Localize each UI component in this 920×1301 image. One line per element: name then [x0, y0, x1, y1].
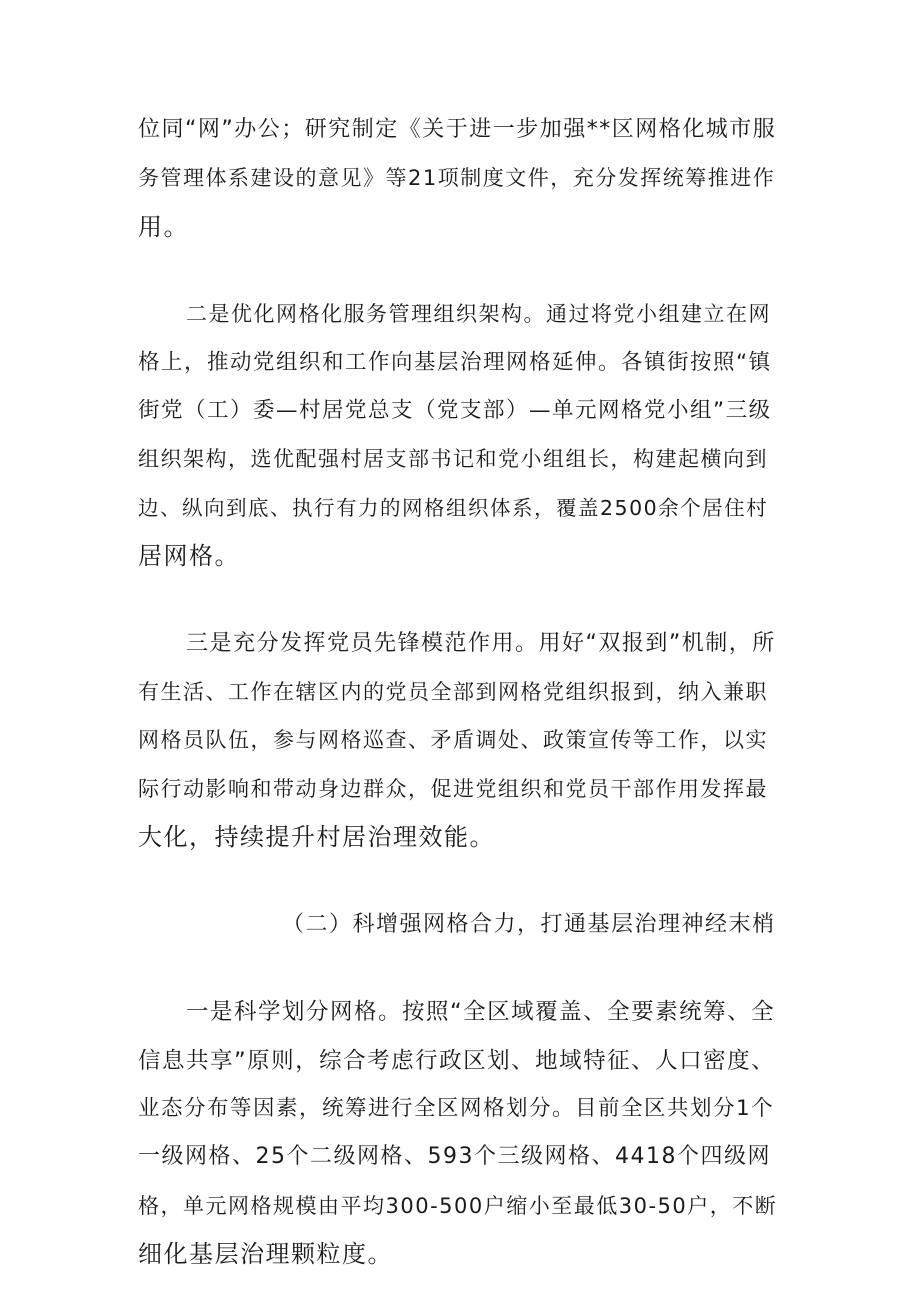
text-line: 三是充分发挥党员先锋模范作用。用好“双报到”机制，所 — [186, 630, 776, 656]
text-line: 组织架构，选优配强村居支部书记和党小组组长，构建起横向到 — [138, 447, 768, 472]
text-line: 格，单元网格规模由平均300-500户缩小至最低30-50户，不断 — [138, 1193, 778, 1218]
text-line: 细化基层治理颗粒度。 — [138, 1240, 393, 1269]
text-line: 业态分布等因素，统筹进行全区网格划分。目前全区共划分1个 — [138, 1095, 775, 1121]
text-line: 信息共享”原则，综合考虑行政区划、地域特征、人口密度、 — [138, 1047, 776, 1074]
text-line: 用。 — [138, 212, 189, 241]
text-line: 网格员队伍，参与网格巡查、矛盾调处、政策宣传等工作，以实 — [138, 728, 768, 753]
text-line: 二是优化网格化服务管理组织架构。通过将党小组建立在网 — [186, 302, 771, 327]
section-heading — [138, 901, 778, 949]
text-line: 位同“网”办公；研究制定《关于进一步加强**区网格化城市服 — [138, 117, 777, 142]
text-line: 格上，推动党组织和工作向基层治理网格延伸。各镇街按照“镇 — [138, 349, 772, 375]
document-body — [138, 106, 778, 1279]
heading-text: （二）科增强网格合力，打通基层治理神经末梢 — [282, 911, 776, 937]
text-line: 务管理体系建设的意见》等21项制度文件，充分发挥统筹推进作 — [138, 166, 776, 191]
text-line: 一是科学划分网格。按照“全区域覆盖、全要素统筹、全 — [186, 999, 776, 1026]
paragraph-party-members — [138, 620, 778, 862]
text-line: 街党（工）委—村居党总支（党支部）—单元网格党小组”三级 — [138, 398, 772, 424]
text-line: 一级网格、25个二级网格、593个三级网格、4418个四级网 — [138, 1144, 771, 1170]
text-line: 居网格。 — [138, 542, 240, 571]
paragraph-grid-division — [138, 988, 778, 1278]
text-line: 边、纵向到底、执行有力的网格组织体系，覆盖2500余个居住村 — [138, 495, 769, 520]
paragraph-continuation — [138, 106, 778, 251]
paragraph-organization — [138, 290, 778, 580]
text-line: 际行动影响和带动身边群众，促进党组织和党员干部作用发挥最 — [138, 776, 768, 801]
text-line: 大化，持续提升村居治理效能。 — [138, 823, 495, 852]
text-line: 有生活、工作在辖区内的党员全部到网格党组织报到，纳入兼职 — [138, 680, 768, 705]
